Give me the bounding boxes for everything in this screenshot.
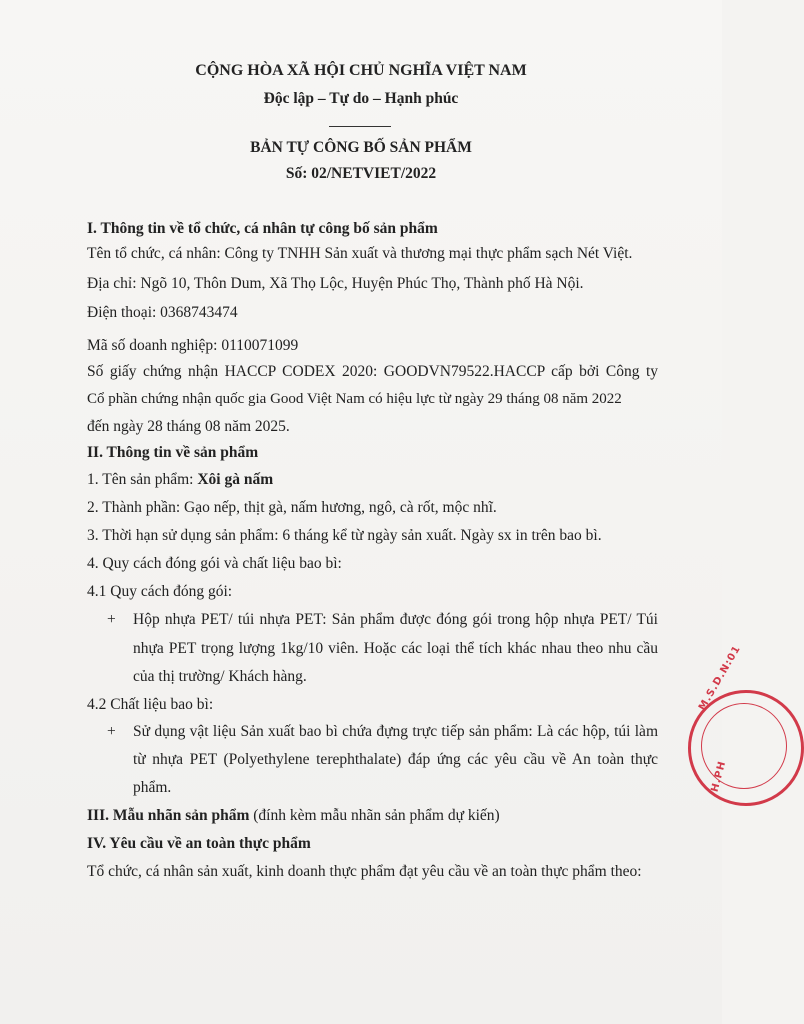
document-title: BẢN TỰ CÔNG BỐ SẢN PHẨM (250, 139, 472, 156)
product-name-value: Xôi gà nấm (197, 471, 274, 488)
org-name: Tên tổ chức, cá nhân: Công ty TNHH Sản xuất và thương mại thực phẩm sạch Nét Việt. (87, 245, 633, 262)
material-heading: 4.2 Chất liệu bao bì: (87, 696, 214, 713)
section4-heading: IV. Yêu cầu về an toàn thực phẩm (87, 835, 311, 852)
bullet-plus: + (107, 611, 116, 628)
product-name (87, 471, 273, 489)
section3 (87, 807, 500, 825)
header-divider (329, 126, 391, 127)
pack-spec-line-2: nhựa PET trọng lượng 1kg/10 viên. Hoặc các loại thể tích khác nhau theo nhu cầu (133, 640, 658, 657)
document-number: Số: 02/NETVIET/2022 (285, 165, 437, 182)
bullet-plus: + (107, 723, 116, 740)
pack-spec-line-1: Hộp nhựa PET/ túi nhựa PET: Sản phẩm được đóng gói trong hộp nhựa PET/ Túi (133, 611, 658, 628)
product-name-label: 1. Tên sản phẩm: (87, 471, 198, 488)
section3-note: (đính kèm mẫu nhãn sản phẩm dự kiến) (249, 807, 500, 824)
company-stamp (688, 643, 804, 806)
tax-code: Mã số doanh nghiệp: 0110071099 (87, 337, 299, 354)
cert-line-3: đến ngày 28 tháng 08 năm 2025. (87, 418, 290, 435)
material-line-3: phẩm. (133, 779, 172, 796)
cert-line-2: Cổ phần chứng nhận quốc gia Good Việt Nam có hiệu lực từ ngày 29 tháng 08 năm 2022 (87, 391, 622, 407)
section1-heading: I. Thông tin về tổ chức, cá nhân tự công bố sản phẩm (87, 220, 438, 237)
stamp-text-side: H.PH (709, 759, 729, 794)
org-address: Địa chỉ: Ngõ 10, Thôn Dum, Xã Thọ Lộc, Huyện Phúc Thọ, Thành phố Hà Nội. (87, 275, 584, 292)
country-heading: CỘNG HÒA XÃ HỘI CHỦ NGHĨA VIỆT NAM (195, 62, 527, 79)
product-ingredients: 2. Thành phần: Gạo nếp, thịt gà, nấm hương, ngô, cà rốt, mộc nhĩ. (87, 499, 497, 516)
org-phone: Điện thoại: 0368743474 (87, 304, 238, 321)
motto: Độc lập – Tự do – Hạnh phúc (263, 90, 459, 107)
section3-heading: III. Mẫu nhãn sản phẩm (87, 807, 250, 824)
section4-line-1: Tổ chức, cá nhân sản xuất, kinh doanh thực phẩm đạt yêu cầu về an toàn thực phẩm theo: (87, 863, 642, 880)
stamp-text-top: M.S.D.N:01 (697, 643, 744, 713)
material-line-1: Sử dụng vật liệu Sản xuất bao bì chứa đựng trực tiếp sản phẩm: Là các hộp, túi làm (133, 723, 658, 740)
cert-line-1: Số giấy chứng nhận HACCP CODEX 2020: GOODVN79522.HACCP cấp bởi Công ty (87, 363, 658, 380)
packaging-heading: 4. Quy cách đóng gói và chất liệu bao bì: (87, 555, 342, 572)
pack-spec-line-3: của thị trường/ Khách hàng. (133, 668, 307, 685)
section2-heading: II. Thông tin về sản phẩm (87, 444, 259, 461)
material-line-2: từ nhựa PET (Polyethylene terephthalate) đáp ứng các yêu cầu về An toàn thực (133, 751, 658, 768)
product-shelf-life: 3. Thời hạn sử dụng sản phẩm: 6 tháng kể từ ngày sản xuất. Ngày sx in trên bao bì. (87, 527, 602, 544)
pack-spec-heading: 4.1 Quy cách đóng gói: (87, 583, 233, 600)
